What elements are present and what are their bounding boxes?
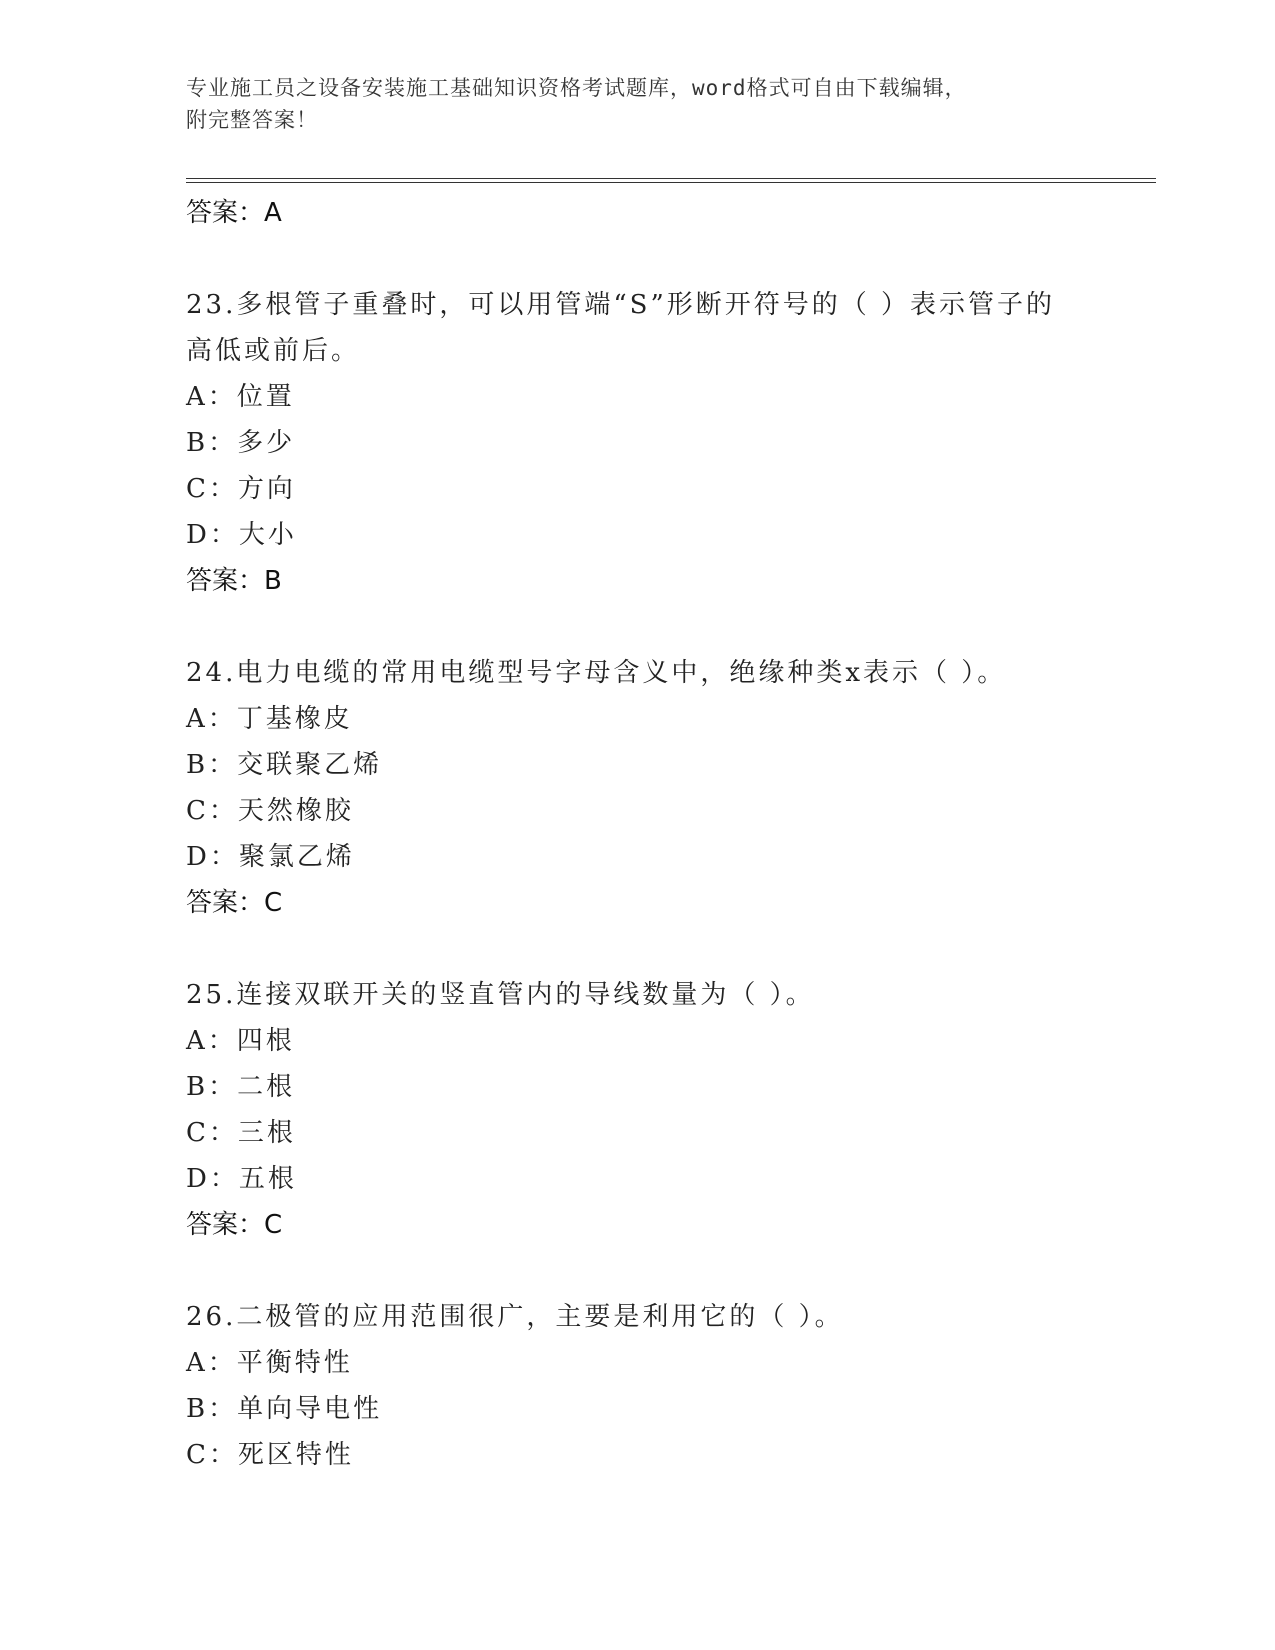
question-25-option-d: D：五根 xyxy=(186,1164,297,1194)
question-24-line-1: 24.电力电缆的常用电缆型号字母含义中，绝缘种类x表示（ ）。 xyxy=(186,658,1007,688)
question-24-option-a: A：丁基橡皮 xyxy=(186,704,353,734)
question-23-line-1: 23.多根管子重叠时，可以用管端“S”形断开符号的（ ）表示管子的 xyxy=(186,290,1056,320)
answer-24: 答案：C xyxy=(186,888,283,918)
answer-23: 答案：B xyxy=(186,566,282,596)
question-24-option-b: B：交联聚乙烯 xyxy=(186,750,383,780)
question-25-option-c: C：三根 xyxy=(186,1118,296,1148)
question-25 xyxy=(186,972,1156,1018)
question-23-option-b: B：多少 xyxy=(186,428,296,458)
question-25-line-1: 25.连接双联开关的竖直管内的导线数量为（ ）。 xyxy=(186,980,815,1010)
question-23-option-d: D：大小 xyxy=(186,520,297,550)
document-header xyxy=(186,72,1086,136)
header-line-2: 附完整答案！ xyxy=(186,108,318,132)
question-26-option-a: A：平衡特性 xyxy=(186,1348,353,1378)
question-25-option-a: A：四根 xyxy=(186,1026,295,1056)
header-line-1: 专业施工员之设备安装施工基础知识资格考试题库，word格式可自由下载编辑， xyxy=(186,76,967,100)
question-23-option-a: A：位置 xyxy=(186,382,295,412)
question-24-option-d: D：聚氯乙烯 xyxy=(186,842,355,872)
header-divider xyxy=(186,178,1156,183)
question-25-option-b: B：二根 xyxy=(186,1072,296,1102)
question-23-option-c: C：方向 xyxy=(186,474,296,504)
question-26-option-c: C：死区特性 xyxy=(186,1440,354,1470)
question-26-option-b: B：单向导电性 xyxy=(186,1394,383,1424)
answer-22: 答案：A xyxy=(186,198,282,228)
answer-25: 答案：C xyxy=(186,1210,283,1240)
question-26-line-1: 26.二极管的应用范围很广，主要是利用它的（ ）。 xyxy=(186,1302,844,1332)
question-23-line-2: 高低或前后。 xyxy=(186,336,361,366)
question-list xyxy=(186,190,1156,1478)
question-23 xyxy=(186,282,1156,374)
question-26 xyxy=(186,1294,1156,1340)
question-24 xyxy=(186,650,1156,696)
question-24-option-c: C：天然橡胶 xyxy=(186,796,354,826)
